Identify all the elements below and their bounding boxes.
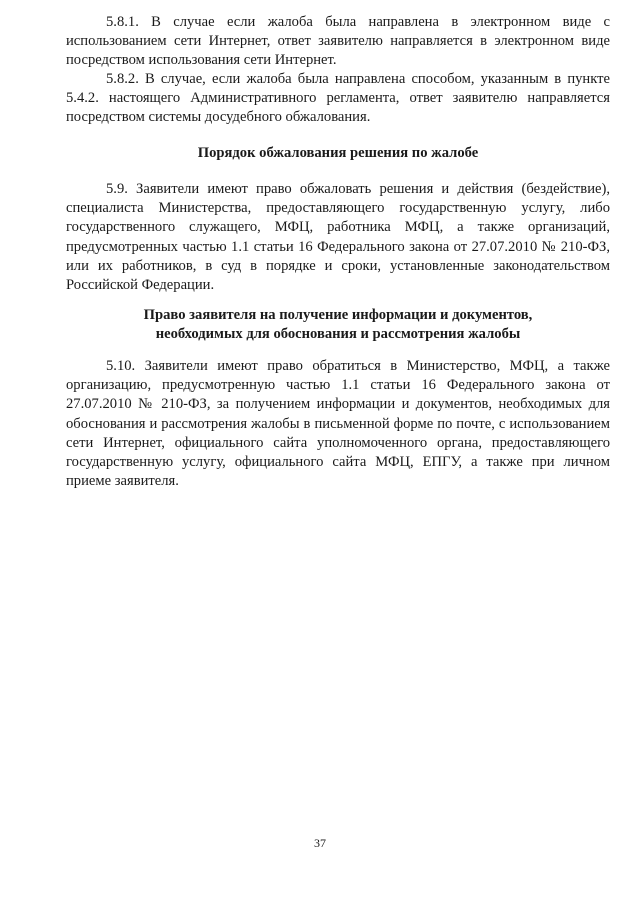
section-heading-line-2: необходимых для обоснования и рассмотрения жалобы [155, 326, 521, 343]
paragraph-5-8-1: 5.8.1. В случае если жалоба была направлена в электронном виде с использованием сети Интернет, ответ заявителю направляется в электронном виде посредством использования сети Интернет. [66, 14, 610, 69]
paragraph-5-10: 5.10. Заявители имеют право обратиться в Министерство, МФЦ, а также организацию, предусмотренную частью 1.1 статьи 16 Федерального закона от 27.07.2010 № 210-ФЗ, за получением информации и документов, необходимых для обоснования и рассмотрения жалобы в письменной форме по почте, с использованием сети Интернет, официального сайта уполномоченного органа, предоставляющего государственную услугу, официального сайта МФЦ, ЕПГУ, а также при личном приеме заявителя. [66, 358, 610, 490]
section-heading-line-1: Право заявителя на получение информации и документов, [143, 307, 533, 323]
page-number: 37 [314, 836, 326, 850]
paragraph-5-8-2: 5.8.2. В случае, если жалоба была направлена способом, указанным в пункте 5.4.2. настоящего Административного регламента, ответ заявителю направляется посредством системы досудебного обжалования. [66, 71, 610, 126]
section-heading-appeal-procedure: Порядок обжалования решения по жалобе [197, 145, 479, 161]
section-heading-right-to-information [66, 306, 610, 344]
paragraph-5-9: 5.9. Заявители имеют право обжаловать решения и действия (бездействие), специалиста Министерства, предоставляющего государственную услугу, либо государственного служащего, МФЦ, работника МФЦ, а также организаций, предусмотренных частью 1.1 статьи 16 Федерального закона от 27.07.2010 № 210-ФЗ, или их работников, в суд в порядке и сроки, установленные законодательством Российской Федерации. [66, 181, 610, 294]
